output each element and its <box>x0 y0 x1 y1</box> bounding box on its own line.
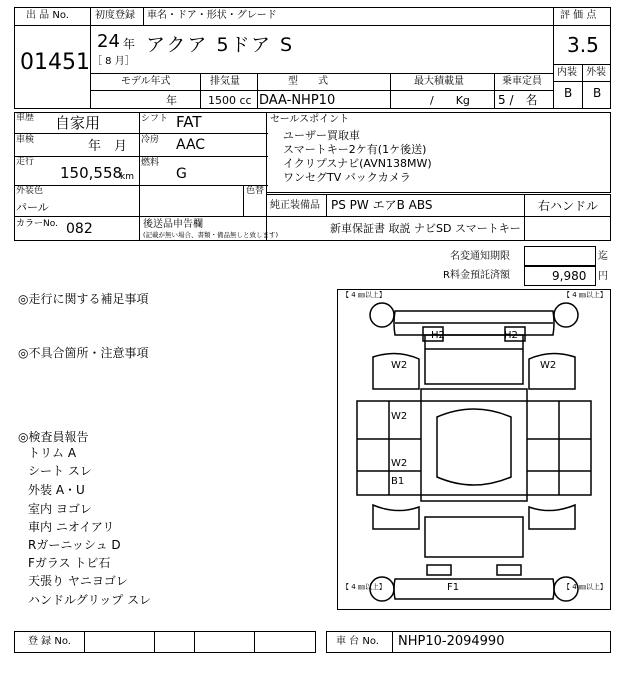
deadline-unit: 迄 <box>598 251 608 262</box>
interior-label: 内装 <box>557 67 577 78</box>
damage-mark: B1 <box>391 476 405 487</box>
sales-point-line: イクリプスナビ(AVN138MW) <box>283 157 432 170</box>
inspection-label: 車検 <box>16 135 35 145</box>
deadline-box <box>524 246 596 266</box>
report-line: トリム A <box>28 446 77 460</box>
damage-mark: F1 <box>447 582 460 593</box>
damage-mark: H2 <box>431 330 445 341</box>
load-label: 最大積載量 <box>414 76 464 87</box>
handle-side: 右ハンドル <box>538 199 599 213</box>
mileage-label: 走行 <box>16 157 35 167</box>
tire-rear-left: 【 4 ㎜以上】 <box>342 583 386 591</box>
reg-no-label: 登 録 No. <box>28 636 71 647</box>
recycle-value: 9,980 <box>552 269 587 283</box>
color-change-label: 色替 <box>246 186 265 196</box>
docs-note: (記載が無い場合、書類・備品無しと致します) <box>143 231 279 239</box>
inspector-report-title: ◎検査員報告 <box>18 430 89 444</box>
equipment-label: 純正装備品 <box>270 200 320 211</box>
driving-notes-title: ◎走行に関する補足事項 <box>18 292 149 306</box>
car-name-label: 車名・ドア・形状・グレード <box>147 10 277 21</box>
ac-label: 冷房 <box>141 135 160 145</box>
capacity-label: 乗車定員 <box>502 76 542 87</box>
exterior-label: 外装 <box>586 67 606 78</box>
interior-grade: B <box>564 86 573 100</box>
displacement: 1500 cc <box>208 94 252 107</box>
recycle-unit: 円 <box>598 271 608 282</box>
score: 3.5 <box>567 33 599 57</box>
damage-mark: W2 <box>391 360 408 371</box>
capacity-value: 5 / 名 <box>498 93 538 107</box>
equipment: PS PW エアB ABS <box>331 198 433 212</box>
color: パール <box>16 201 49 214</box>
damage-mark: W2 <box>540 360 557 371</box>
report-line: 天張り ヤニヨゴレ <box>28 574 128 588</box>
color-no-label: カラーNo. <box>16 219 58 229</box>
reg-month: ［ 8 月］ <box>92 56 135 67</box>
sales-point-line: ユーザー買取車 <box>283 129 360 142</box>
car-name: アクア 5ドア S <box>146 34 295 56</box>
inspection: 年 月 <box>88 139 128 154</box>
ac: AAC <box>176 137 206 153</box>
tire-rear-right: 【 4 ㎜以上】 <box>563 583 607 591</box>
fuel-label: 燃料 <box>141 158 160 168</box>
shift: FAT <box>176 113 202 131</box>
model-label: 型 式 <box>288 76 328 87</box>
deadline-label: 名変通知期限 <box>450 251 510 262</box>
lot-number: 01451 <box>20 50 90 75</box>
chassis-no: NHP10-2094990 <box>398 634 505 649</box>
report-line: 外装 A・U <box>28 483 85 497</box>
color-label: 外装色 <box>16 186 44 196</box>
model-code: DAA-NHP10 <box>259 93 336 108</box>
damage-mark: W2 <box>391 458 408 469</box>
recycle-label: R料金預託済額 <box>443 270 510 281</box>
displacement-label: 排気量 <box>210 76 240 87</box>
damage-mark: H2 <box>504 330 518 341</box>
exterior-grade: B <box>593 86 602 100</box>
tire-front-left: 【 4 ㎜以上】 <box>342 291 386 299</box>
docs-label: 後送品申告欄 <box>143 219 203 230</box>
report-line: Rガーニッシュ D <box>28 538 121 552</box>
sales-point-line: ワンセグTV バックカメラ <box>283 171 411 184</box>
model-year-unit: 年 <box>166 94 177 107</box>
reg-year-unit: 年 <box>123 37 136 51</box>
model-year-label: モデル年式 <box>121 76 171 87</box>
report-line: 室内 ヨゴレ <box>28 502 92 516</box>
report-line: Fガラス トビ石 <box>28 556 111 570</box>
tire-front-right: 【 4 ㎜以上】 <box>563 291 607 299</box>
report-line: ハンドルグリップ スレ <box>28 593 152 607</box>
reg-year: 24 <box>97 31 120 52</box>
fuel: G <box>176 166 187 182</box>
report-line: 車内 ニオイアリ <box>28 520 115 534</box>
report-line: シート スレ <box>28 464 92 478</box>
mileage: 150,558 <box>60 164 123 182</box>
sales-points-title: セールスポイント <box>270 114 350 125</box>
first-reg-label: 初度登録 <box>95 10 135 21</box>
shift-label: シフト <box>141 114 169 124</box>
color-no: 082 <box>66 221 93 237</box>
history-label: 車歴 <box>16 113 35 123</box>
chassis-label: 車 台 No. <box>336 636 379 647</box>
mileage-unit: km <box>120 172 134 182</box>
warranty-docs: 新車保証書 取説 ナビSD スマートキー <box>330 222 521 235</box>
load-value: / Kg <box>430 94 470 107</box>
car-damage-diagram <box>337 289 611 610</box>
lot-label: 出 品 No. <box>26 10 69 21</box>
defect-notes-title: ◎不具合箇所・注意事項 <box>18 346 149 360</box>
history: 自家用 <box>55 114 101 132</box>
score-label: 評 価 点 <box>560 10 597 21</box>
damage-mark: W2 <box>391 411 408 422</box>
sales-point-line: スマートキー2ケ有(1ケ後送) <box>283 143 427 156</box>
